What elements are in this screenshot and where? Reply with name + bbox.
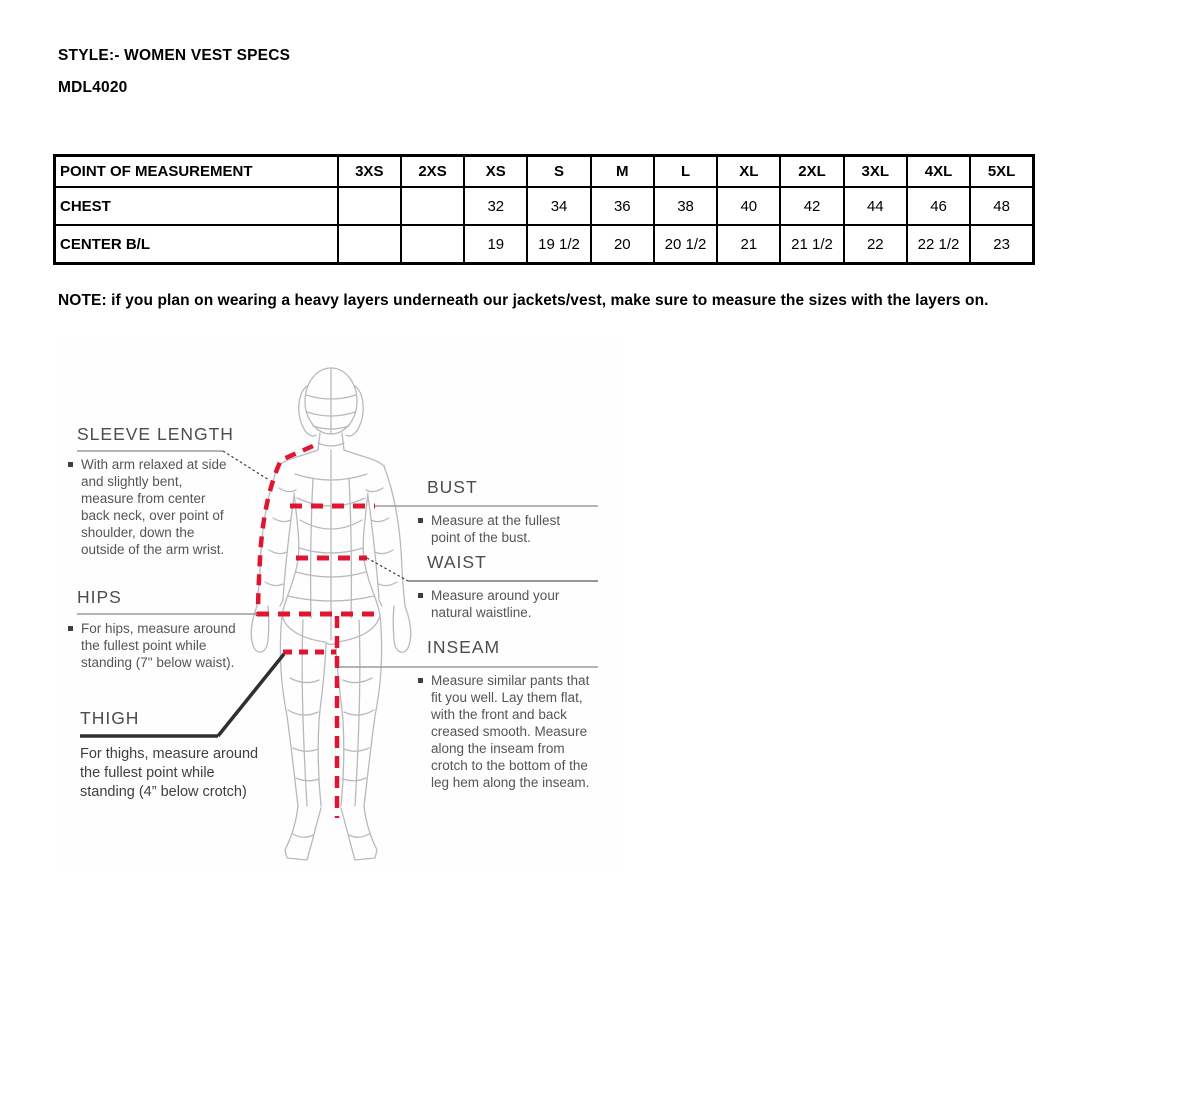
centerbl-s: 19 1/2 <box>527 225 590 264</box>
chest-s: 34 <box>527 187 590 225</box>
style-title: STYLE:- WOMEN VEST SPECS <box>58 47 291 64</box>
col-header-4xl: 4XL <box>907 156 970 188</box>
chest-3xl: 44 <box>844 187 907 225</box>
centerbl-3xl: 22 <box>844 225 907 264</box>
col-header-s: S <box>527 156 590 188</box>
sleeve-length-text: With arm relaxed at side and slightly bent, measure from center back neck, over point of shoulder, down the outside of the arm wrist. <box>81 457 227 557</box>
col-header-l: L <box>654 156 717 188</box>
col-header-xs: XS <box>464 156 527 188</box>
chest-4xl: 46 <box>907 187 970 225</box>
chest-5xl: 48 <box>970 187 1033 225</box>
sleeve-length-pointer-line <box>223 451 269 480</box>
bust-text: Measure at the fullest point of the bust. <box>431 513 561 545</box>
col-header-point-of-measurement: POINT OF MEASUREMENT <box>55 156 338 188</box>
centerbl-xs: 19 <box>464 225 527 264</box>
hips-description <box>81 620 239 671</box>
centerbl-m: 20 <box>591 225 654 264</box>
centerbl-xl: 21 <box>717 225 780 264</box>
sleeve-length-heading: SLEEVE LENGTH <box>77 424 234 444</box>
layers-note: NOTE: if you plan on wearing a heavy layers underneath our jackets/vest, make sure to measure the sizes with the layers on. <box>58 292 989 309</box>
bullet-square-icon <box>418 678 423 683</box>
col-header-2xl: 2XL <box>780 156 843 188</box>
centerbl-2xs <box>401 225 464 264</box>
centerbl-3xs <box>338 225 401 264</box>
bullet-square-icon <box>68 462 73 467</box>
table-row-center-bl <box>55 225 1034 264</box>
size-table-header-row <box>55 156 1034 188</box>
chest-m: 36 <box>591 187 654 225</box>
table-row-chest <box>55 187 1034 225</box>
col-header-3xs: 3XS <box>338 156 401 188</box>
col-header-3xl: 3XL <box>844 156 907 188</box>
thigh-description <box>80 745 260 802</box>
waist-heading: WAIST <box>427 552 487 572</box>
chest-2xl: 42 <box>780 187 843 225</box>
sleeve-length-description <box>81 456 229 558</box>
centerbl-4xl: 22 1/2 <box>907 225 970 264</box>
chest-l: 38 <box>654 187 717 225</box>
chest-xs: 32 <box>464 187 527 225</box>
hips-text: For hips, measure around the fullest point while standing (7" below waist). <box>81 621 236 670</box>
chest-3xs <box>338 187 401 225</box>
centerbl-2xl: 21 1/2 <box>780 225 843 264</box>
col-header-2xs: 2XS <box>401 156 464 188</box>
col-header-m: M <box>591 156 654 188</box>
model-number: MDL4020 <box>58 79 128 96</box>
chest-xl: 40 <box>717 187 780 225</box>
bullet-square-icon <box>418 593 423 598</box>
centerbl-l: 20 1/2 <box>654 225 717 264</box>
size-table <box>53 154 1035 265</box>
sleeve-length-measure-line <box>258 446 313 616</box>
measurement-guide-diagram <box>55 338 625 870</box>
waist-text: Measure around your natural waistline. <box>431 588 560 620</box>
inseam-description <box>431 672 603 791</box>
bullet-square-icon <box>418 518 423 523</box>
hips-heading: HIPS <box>77 587 122 607</box>
bust-description <box>431 512 583 546</box>
row-label-center-bl: CENTER B/L <box>55 225 338 264</box>
centerbl-5xl: 23 <box>970 225 1033 264</box>
thigh-heading: THIGH <box>80 708 140 728</box>
bullet-square-icon <box>68 626 73 631</box>
bust-heading: BUST <box>427 477 478 497</box>
thigh-text: For thighs, measure around the fullest point while standing (4” below crotch) <box>80 746 259 800</box>
waist-description <box>431 587 581 621</box>
row-label-chest: CHEST <box>55 187 338 225</box>
col-header-xl: XL <box>717 156 780 188</box>
chest-2xs <box>401 187 464 225</box>
col-header-5xl: 5XL <box>970 156 1033 188</box>
inseam-text: Measure similar pants that fit you well. Lay them flat, with the front and back creased smooth. Measure along the inseam from crotch to the bottom of the leg hem along the inseam. <box>431 673 590 790</box>
inseam-heading: INSEAM <box>427 637 501 657</box>
